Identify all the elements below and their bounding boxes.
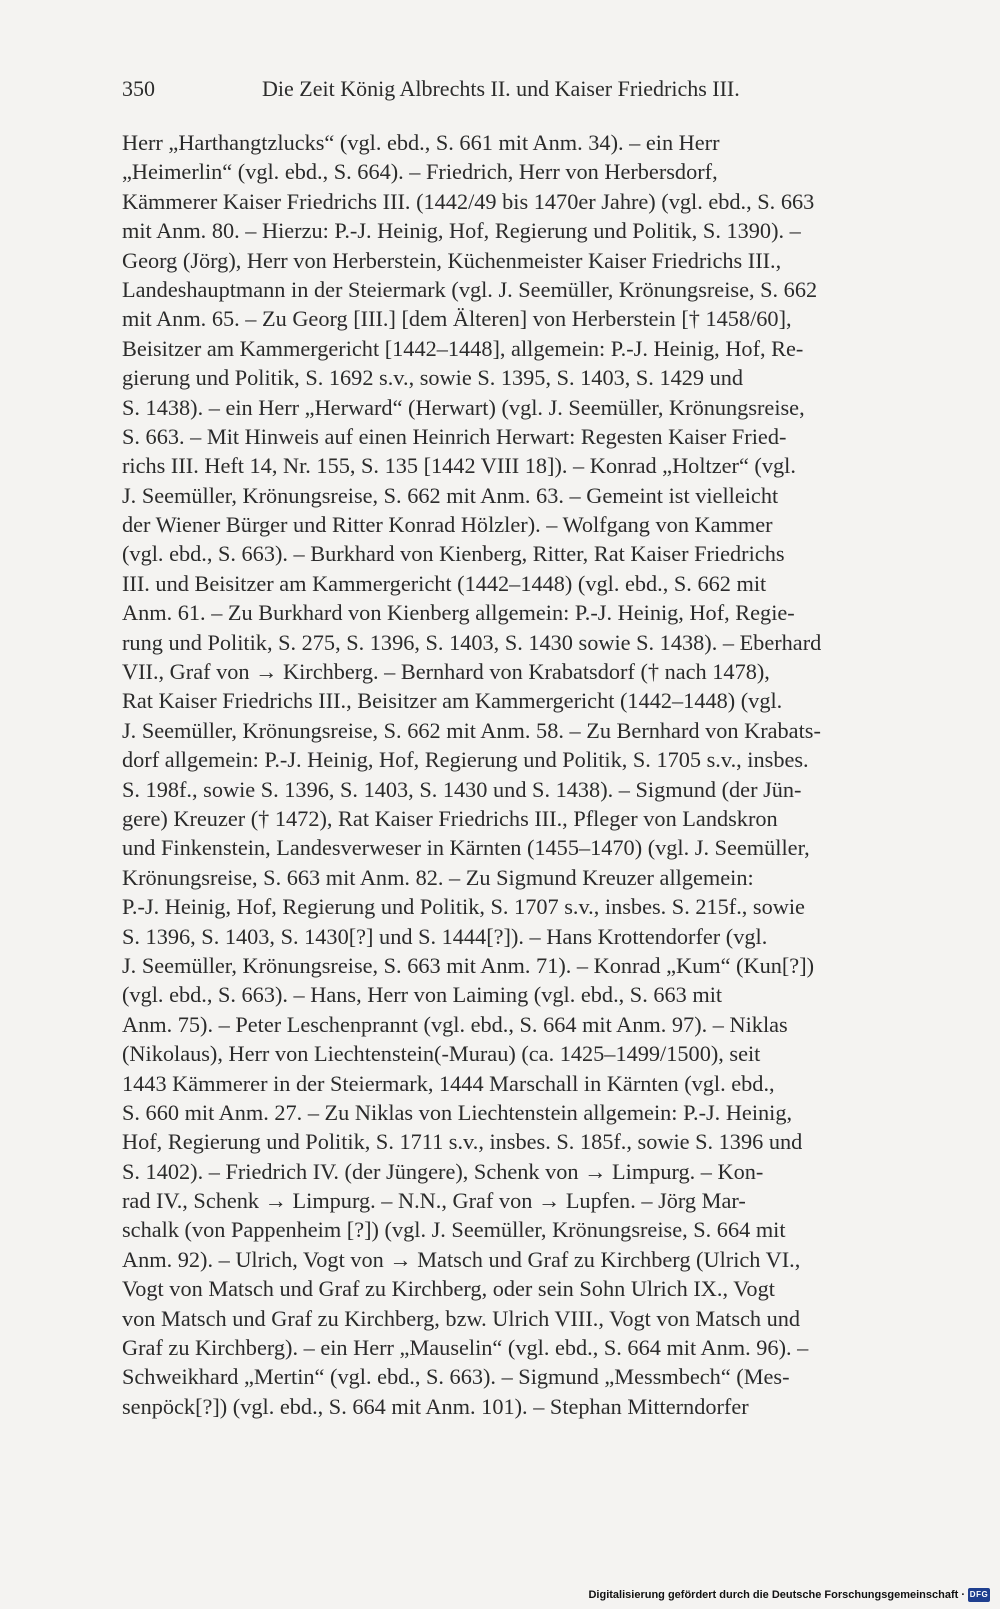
text-line: Graf zu Kirchberg). – ein Herr „Mauselin“ (vgl. ebd., S. 664 mit Anm. 96). – xyxy=(122,1335,809,1361)
text-line: gere) Kreuzer († 1472), Rat Kaiser Friedrichs III., Pfleger von Landskron xyxy=(122,805,778,831)
text-line: S. 663. – Mit Hinweis auf einen Heinrich Herwart: Regesten Kaiser Fried- xyxy=(122,423,787,449)
text-line: S. 660 mit Anm. 27. – Zu Niklas von Liechtenstein allgemein: P.-J. Heinig, xyxy=(122,1099,793,1125)
text-line: senpöck[?]) (vgl. ebd., S. 664 mit Anm. 101). – Stephan Mitterndorfer xyxy=(122,1393,749,1419)
text-line: Anm. 61. – Zu Burkhard von Kienberg allgemein: P.-J. Heinig, Hof, Regie- xyxy=(122,600,795,626)
text-line: rad IV., Schenk → Limpurg. – N.N., Graf von → Lupfen. – Jörg Mar- xyxy=(122,1188,746,1214)
text-line: Herr „Harthangtzlucks“ (vgl. ebd., S. 661 mit Anm. 34). – ein Herr xyxy=(122,130,720,155)
text-line: mit Anm. 80. – Hierzu: P.-J. Heinig, Hof, Regierung und Politik, S. 1390). – xyxy=(122,218,801,244)
text-line: J. Seemüller, Krönungsreise, S. 663 mit Anm. 71). – Konrad „Kum“ (Kun[?]) xyxy=(122,952,815,978)
text-line: Krönungsreise, S. 663 mit Anm. 82. – Zu Sigmund Kreuzer allgemein: xyxy=(122,864,754,890)
text-line: J. Seemüller, Krönungsreise, S. 662 mit Anm. 63. – Gemeint ist vielleicht xyxy=(122,482,779,508)
text-line: rung und Politik, S. 275, S. 1396, S. 1403, S. 1430 sowie S. 1438). – Eberhard xyxy=(122,629,822,655)
text-line: gierung und Politik, S. 1692 s.v., sowie S. 1395, S. 1403, S. 1429 und xyxy=(122,365,744,391)
body-text xyxy=(122,128,930,1421)
text-line: Georg (Jörg), Herr von Herberstein, Küchenmeister Kaiser Friedrichs III., xyxy=(122,247,782,273)
text-line: schalk (von Pappenheim [?]) (vgl. J. Seemüller, Krönungsreise, S. 664 mit xyxy=(122,1217,786,1243)
text-line: Schweikhard „Mertin“ (vgl. ebd., S. 663). – Sigmund „Messmbech“ (Mes- xyxy=(122,1364,790,1390)
text-line: Hof, Regierung und Politik, S. 1711 s.v., insbes. S. 185f., sowie S. 1396 und xyxy=(122,1129,803,1155)
text-line: Kämmerer Kaiser Friedrichs III. (1442/49 bis 1470er Jahre) (vgl. ebd., S. 663 xyxy=(122,188,815,214)
text-line: (vgl. ebd., S. 663). – Hans, Herr von Laiming (vgl. ebd., S. 663 mit xyxy=(122,982,723,1008)
text-line: Vogt von Matsch und Graf zu Kirchberg, oder sein Sohn Ulrich IX., Vogt xyxy=(122,1276,775,1302)
text-line: (vgl. ebd., S. 663). – Burkhard von Kienberg, Ritter, Rat Kaiser Friedrichs xyxy=(122,541,785,567)
text-line: richs III. Heft 14, Nr. 155, S. 135 [1442 VIII 18]). – Konrad „Holtzer“ (vgl. xyxy=(122,453,796,479)
text-line: „Heimerlin“ (vgl. ebd., S. 664). – Friedrich, Herr von Herbersdorf, xyxy=(122,159,718,185)
text-line: (Nikolaus), Herr von Liechtenstein(-Murau) (ca. 1425–1499/1500), seit xyxy=(122,1041,761,1067)
running-head: Die Zeit König Albrechts II. und Kaiser Friedrichs III. xyxy=(262,76,740,101)
text-line: P.-J. Heinig, Hof, Regierung und Politik, S. 1707 s.v., insbes. S. 215f., sowie xyxy=(122,894,805,920)
text-line: dorf allgemein: P.-J. Heinig, Hof, Regierung und Politik, S. 1705 s.v., insbes. xyxy=(122,747,809,773)
text-line: 1443 Kämmerer in der Steiermark, 1444 Marschall in Kärnten (vgl. ebd., xyxy=(122,1070,775,1096)
text-line: Anm. 75). – Peter Leschenprannt (vgl. ebd., S. 664 mit Anm. 97). – Niklas xyxy=(122,1011,788,1037)
text-line: Landeshauptmann in der Steiermark (vgl. J. Seemüller, Krönungsreise, S. 662 xyxy=(122,276,818,302)
digitization-credit xyxy=(588,1587,990,1603)
text-line: der Wiener Bürger und Ritter Konrad Hölzler). – Wolfgang von Kammer xyxy=(122,512,773,538)
page-number: 350 xyxy=(122,76,155,101)
text-line: S. 1402). – Friedrich IV. (der Jüngere), Schenk von → Limpurg. – Kon- xyxy=(122,1158,764,1184)
text-line: J. Seemüller, Krönungsreise, S. 662 mit Anm. 58. – Zu Bernhard von Krabats- xyxy=(122,717,821,743)
page-header xyxy=(122,72,902,106)
text-line: und Finkenstein, Landesverweser in Kärnten (1455–1470) (vgl. J. Seemüller, xyxy=(122,835,810,861)
text-line: S. 1396, S. 1403, S. 1430[?] und S. 1444[?]). – Hans Krottendorfer (vgl. xyxy=(122,923,768,949)
credit-text: Digitalisierung gefördert durch die Deutsche Forschungsgemeinschaft · xyxy=(588,1589,965,1601)
text-line: VII., Graf von → Kirchberg. – Bernhard von Krabatsdorf († nach 1478), xyxy=(122,659,770,685)
text-line: S. 198f., sowie S. 1396, S. 1403, S. 1430 und S. 1438). – Sigmund (der Jün- xyxy=(122,776,802,802)
text-line: von Matsch und Graf zu Kirchberg, bzw. Ulrich VIII., Vogt von Matsch und xyxy=(122,1305,801,1331)
dfg-logo-icon: DFG xyxy=(968,1588,990,1602)
text-line: mit Anm. 65. – Zu Georg [III.] [dem Älteren] von Herberstein [† 1458/60], xyxy=(122,306,792,332)
text-line: S. 1438). – ein Herr „Herward“ (Herwart) (vgl. J. Seemüller, Krönungsreise, xyxy=(122,394,805,420)
text-line: Rat Kaiser Friedrichs III., Beisitzer am Kammergericht (1442–1448) (vgl. xyxy=(122,688,783,714)
text-line: III. und Beisitzer am Kammergericht (1442–1448) (vgl. ebd., S. 662 mit xyxy=(122,570,767,596)
text-line: Beisitzer am Kammergericht [1442–1448], allgemein: P.-J. Heinig, Hof, Re- xyxy=(122,335,804,361)
text-line: Anm. 92). – Ulrich, Vogt von → Matsch und Graf zu Kirchberg (Ulrich VI., xyxy=(122,1246,801,1272)
